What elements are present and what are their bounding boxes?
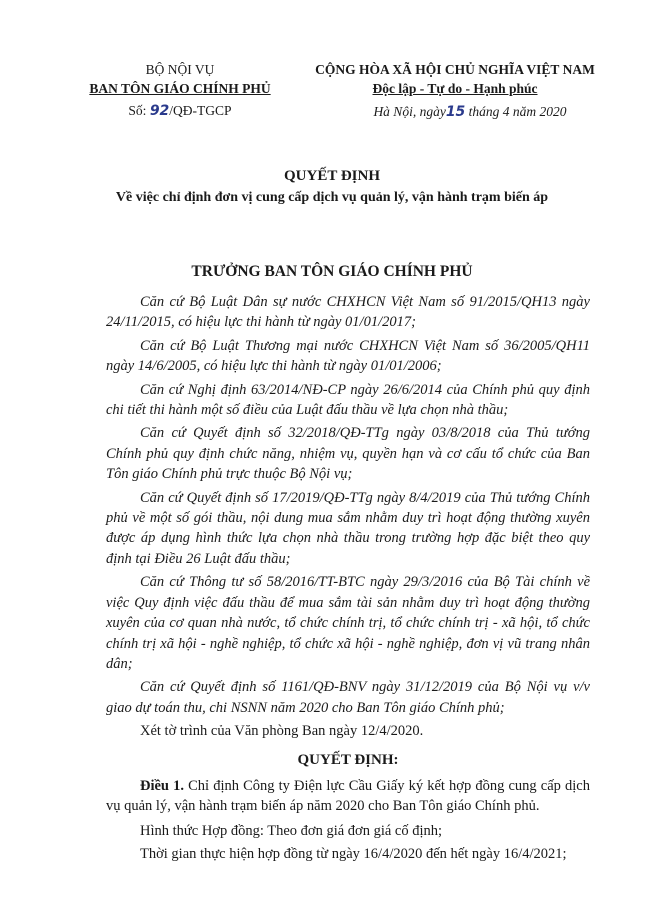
document-body	[106, 292, 590, 868]
decision-heading: QUYẾT ĐỊNH:	[297, 751, 399, 768]
preamble-item: Căn cứ Bộ Luật Dân sự nước CHXHCN Việt Nam số 91/2015/QH13 ngày 24/11/2015, có hiệu lực thi hành từ ngày 01/01/2017;	[106, 294, 590, 331]
issuer-block	[60, 60, 300, 121]
handwritten-number: 92	[149, 103, 170, 119]
issuing-authority: TRƯỞNG BAN TÔN GIÁO CHÍNH PHỦ	[191, 263, 473, 280]
issue-date: Hà Nội, ngày15 tháng 4 năm 2020	[373, 104, 567, 120]
document-number: Số: 92/QĐ-TGCP	[128, 103, 232, 119]
preamble-item: Căn cứ Quyết định số 1161/QĐ-BNV ngày 31/12/2019 của Bộ Nội vụ v/v giao dự toán thu, chi NSNN năm 2020 cho Ban Tôn giáo Chính phủ;	[106, 679, 590, 716]
preamble-item: Căn cứ Quyết định số 32/2018/QĐ-TTg ngày 03/8/2018 của Thủ tướng Chính phủ quy định chức năng, nhiệm vụ, quyền hạn và cơ cấu tổ chức của Ban Tôn giáo Chính phủ trực thuộc Bộ Nội vụ;	[106, 425, 590, 483]
country-name: CỘNG HÒA XÃ HỘI CHỦ NGHĨA VIỆT NAM	[315, 62, 595, 77]
document-title: QUYẾT ĐỊNH	[284, 168, 380, 184]
document-subtitle: Về việc chỉ định đơn vị cung cấp dịch vụ quản lý, vận hành trạm biến áp	[115, 190, 549, 205]
national-title-block	[270, 60, 640, 122]
agency-name: BAN TÔN GIÁO CHÍNH PHỦ	[89, 81, 271, 96]
preamble-item: Căn cứ Quyết định số 17/2019/QĐ-TTg ngày 8/4/2019 của Thủ tướng Chính phủ về một số gói thầu, nội dung mua sắm nhằm duy trì hoạt động thường xuyên được áp dụng hình thức lựa chọn nhà thầu trong trường hợp đặc biệt theo quy định tại Điều 26 Luật đấu thầu;	[106, 489, 590, 567]
consideration-line: Xét tờ trình của Văn phòng Ban ngày 12/4/2020.	[140, 723, 424, 740]
national-motto: Độc lập - Tự do - Hạnh phúc	[372, 81, 538, 96]
ministry-name: BỘ NỘI VỤ	[145, 62, 215, 77]
article-1-text: Chỉ định Công ty Điện lực Cầu Giấy ký kết hợp đồng cung cấp dịch vụ quản lý, vận hành trạm biến áp năm 2020 cho Ban Tôn giáo Chính phủ.	[106, 777, 590, 815]
contract-period: Thời gian thực hiện hợp đồng từ ngày 16/4/2020 đến hết ngày 16/4/2021;	[140, 846, 567, 863]
article-1-label: Điều 1.	[140, 777, 184, 794]
preamble-item: Căn cứ Thông tư số 58/2016/TT-BTC ngày 29/3/2016 của Bộ Tài chính về việc Quy định việc đấu thầu để mua sắm tài sản nhằm duy trì hoạt động thường xuyên của cơ quan nhà nước, tổ chức chính trị, tổ chức chính trị - xã hội, tổ chức chính trị xã hội - nghề nghiệp, tổ chức xã hội - nghề nghiệp, đơn vị vũ trang nhân dân;	[106, 574, 590, 672]
contract-form: Hình thức Hợp đồng: Theo đơn giá đơn giá cố định;	[140, 822, 443, 839]
handwritten-day: 15	[445, 104, 466, 120]
preamble-item: Căn cứ Nghị định 63/2014/NĐ-CP ngày 26/6/2014 của Chính phủ quy định chi tiết thi hành một số điều của Luật đấu thầu về lựa chọn nhà thầu;	[106, 381, 590, 419]
preamble-item: Căn cứ Bộ Luật Thương mại nước CHXHCN Việt Nam số 36/2005/QH11 ngày 14/6/2005, có hiệu lực thi hành từ ngày 01/01/2006;	[106, 337, 590, 375]
article-1	[106, 776, 590, 817]
